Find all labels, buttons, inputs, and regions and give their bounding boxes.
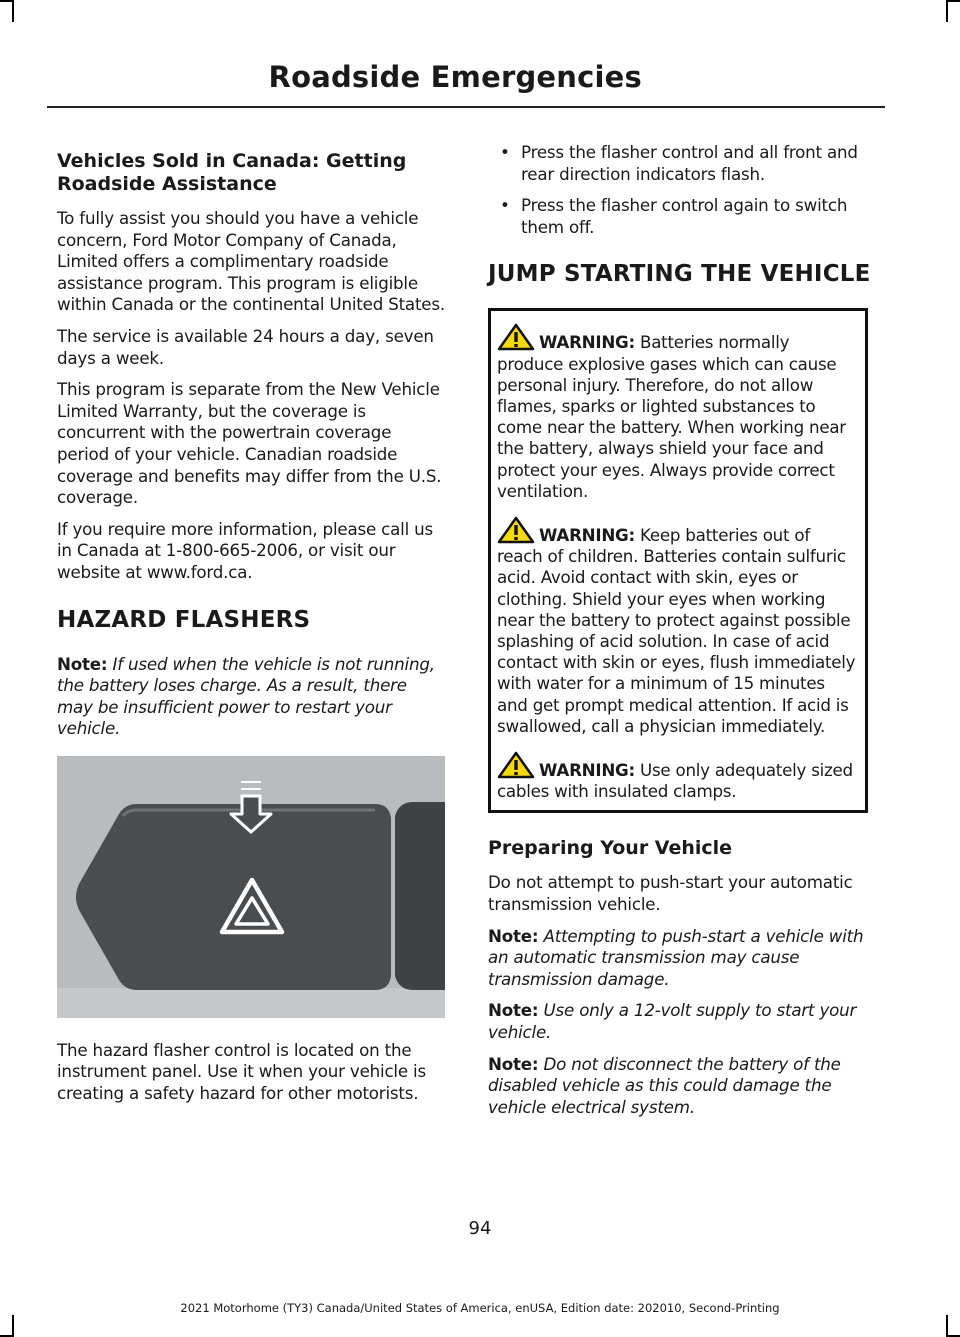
warning-box: [488, 308, 868, 813]
note-text: Attempting to push-start a vehicle with an automatic transmission may cause transmission damage.: [488, 925, 864, 989]
list-item: [488, 142, 878, 185]
warning-text: Batteries normally produce explosive gases which can cause personal injury. Therefore, do not allow flames, sparks or lighted substances to come near the battery. When working near the battery, always shield your face and protect your eyes. Always provide correct ventilation.: [497, 332, 846, 501]
crop-mark-bottom-left: [12, 1315, 14, 1337]
warning-label: WARNING:: [539, 332, 635, 353]
preparing-note-2: [488, 1000, 878, 1043]
crop-mark-top-right: [946, 0, 948, 22]
note-label: Note:: [488, 1000, 539, 1021]
note-label: Note:: [57, 653, 108, 674]
page-number: 94: [468, 1218, 492, 1239]
warning-item: [497, 323, 859, 502]
bullet-dot: •: [500, 142, 510, 162]
left-column: [57, 142, 447, 1115]
hazard-flasher-illustration: [57, 756, 445, 1018]
note-label: Note:: [488, 925, 539, 946]
bullet-dot: •: [500, 195, 510, 216]
hazard-note: [57, 654, 447, 740]
canada-paragraph-3: This program is separate from the New Vehicle Limited Warranty, but the coverage is concurrent with the powertrain coverage period of your vehicle. Canadian roadside coverage and benefits may differ from the U.S. coverage.: [57, 379, 442, 508]
hazard-flashers-heading: HAZARD FLASHERS: [57, 606, 311, 633]
footer-edition-info: 2021 Motorhome (TY3) Canada/United States of America, enUSA, Edition date: 202010, Second-Printing: [180, 1301, 780, 1315]
preparing-heading: Preparing Your Vehicle: [488, 837, 733, 860]
right-column: [488, 142, 878, 1128]
warning-triangle-icon: [497, 323, 535, 351]
preparing-note-1: [488, 926, 878, 991]
crop-mark-top-left-v: [12, 0, 14, 22]
bullet-text: Press the flasher control again to switch them off.: [521, 195, 848, 237]
hazard-paragraph: The hazard flasher control is located on the instrument panel. Use it when your vehicle is creating a safety hazard for other motorists.: [57, 1039, 426, 1104]
note-text: Do not disconnect the battery of the disabled vehicle as this could damage the vehicle electrical system.: [488, 1053, 841, 1117]
warning-triangle-icon: [497, 751, 535, 779]
warning-item: [497, 516, 859, 737]
crop-mark-bottom-right: [946, 1315, 948, 1337]
warning-item: [497, 751, 859, 802]
note-label: Note:: [488, 1053, 539, 1074]
preparing-note-3: [488, 1054, 878, 1119]
note-text: If used when the vehicle is not running, the battery loses charge. As a result, there may be insufficient power to restart your vehicle.: [57, 653, 435, 739]
warning-text: Keep batteries out of reach of children. Batteries contain sulfuric acid. Avoid contact with skin, eyes or clothing. Shield your eyes when working near the battery to protect against possible splashing of acid solution. In case of acid contact with skin or eyes, flush immediately with water for a minimum of 15 minutes and get prompt medical attention. If acid is swallowed, call a physician immediately.: [497, 525, 856, 736]
crop-mark-top-right-h: [946, 0, 960, 2]
warning-triangle-icon: [497, 516, 535, 544]
warning-text: Use only adequately sized cables with insulated clamps.: [497, 760, 853, 802]
page-header-title: Roadside Emergencies: [268, 60, 642, 94]
jump-starting-heading: JUMP STARTING THE VEHICLE: [488, 261, 871, 288]
preparing-paragraph: Do not attempt to push-start your automatic transmission vehicle.: [488, 872, 853, 915]
canada-heading: Vehicles Sold in Canada: Getting Roadside Assistance: [57, 150, 407, 195]
canada-paragraph-1: To fully assist you should you have a vehicle concern, Ford Motor Company of Canada, Limited offers a complimentary roadside assistance program. This program is eligible within Canada or the continental United States.: [57, 208, 445, 315]
note-text: Use only a 12-volt supply to start your vehicle.: [488, 1000, 857, 1042]
warning-label: WARNING:: [539, 760, 635, 781]
canada-paragraph-2: The service is available 24 hours a day, seven days a week.: [57, 325, 434, 368]
warning-label: WARNING:: [539, 525, 635, 545]
bullet-text: Press the flasher control and all front and rear direction indicators flash.: [521, 142, 858, 184]
canada-paragraph-4: If you require more information, please call us in Canada at 1-800-665-2006, or visit our website at www.ford.ca.: [57, 518, 433, 582]
header-rule: [47, 106, 885, 108]
list-item: [488, 195, 878, 238]
